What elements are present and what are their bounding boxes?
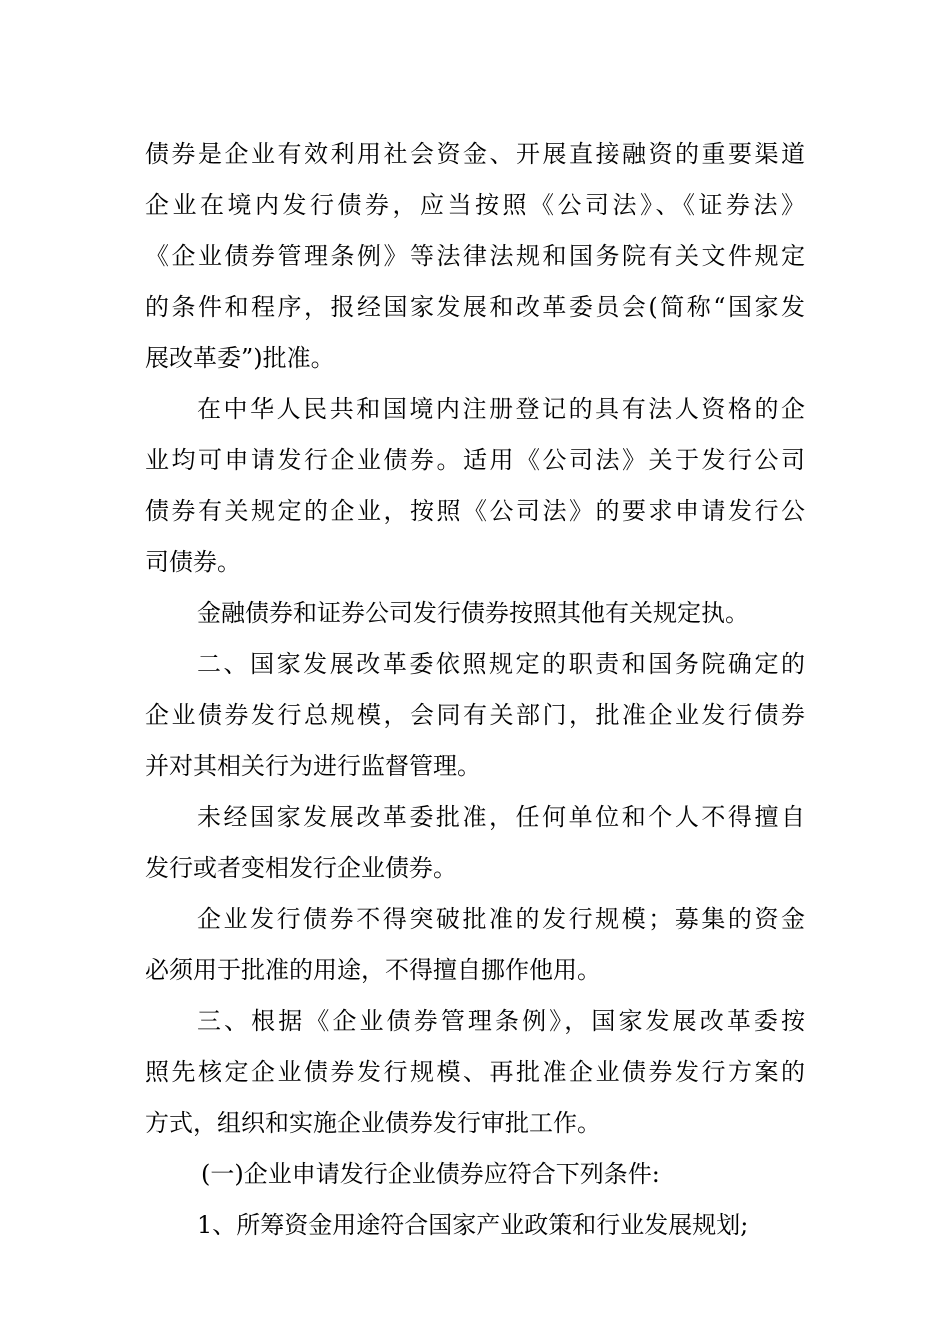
paragraph-line: 企业发行债券不得突破批准的发行规模；募集的资金 bbox=[197, 905, 805, 933]
paragraph-line: 《企业债券管理条例》等法律法规和国务院有关文件规定 bbox=[145, 242, 805, 270]
paragraph-line: 发行或者变相发行企业债券。 bbox=[145, 854, 457, 882]
paragraph-line: (一)企业申请发行企业债券应符合下列条件: bbox=[201, 1160, 660, 1188]
paragraph-line: 债券是企业有效利用社会资金、开展直接融资的重要渠道 bbox=[145, 140, 805, 168]
paragraph-line: 业均可申请发行企业债券。适用《公司法》关于发行公司 bbox=[145, 446, 805, 474]
paragraph-line: 照先核定企业债券发行规模、再批准企业债券发行方案的 bbox=[145, 1058, 805, 1086]
paragraph-line: 债券有关规定的企业，按照《公司法》的要求申请发行公 bbox=[145, 497, 805, 525]
paragraph-line: 金融债券和证券公司发行债券按照其他有关规定执。 bbox=[197, 599, 749, 627]
paragraph-line: 并对其相关行为进行监督管理。 bbox=[145, 752, 481, 780]
paragraph-line: 二、国家发展改革委依照规定的职责和国务院确定的 bbox=[197, 650, 805, 678]
paragraph-line: 司债券。 bbox=[145, 548, 241, 576]
paragraph-line: 必须用于批准的用途，不得擅自挪作他用。 bbox=[145, 956, 601, 984]
paragraph-line: 方式，组织和实施企业债券发行审批工作。 bbox=[145, 1109, 601, 1137]
document-body bbox=[145, 129, 805, 1251]
paragraph-line: 的条件和程序，报经国家发展和改革委员会(简称“国家发 bbox=[145, 293, 805, 321]
paragraph-line: 企业债券发行总规模，会同有关部门，批准企业发行债券 bbox=[145, 701, 805, 729]
paragraph-line: 三、根据《企业债券管理条例》，国家发展改革委按 bbox=[197, 1007, 805, 1035]
paragraph-line: 企业在境内发行债券，应当按照《公司法》、《证券法》 bbox=[145, 191, 805, 219]
paragraph-line: 1、所筹资金用途符合国家产业政策和行业发展规划; bbox=[197, 1211, 749, 1239]
paragraph-line: 未经国家发展改革委批准，任何单位和个人不得擅自 bbox=[197, 803, 805, 831]
paragraph-line: 展改革委”)批准。 bbox=[145, 344, 335, 372]
paragraph-line: 在中华人民共和国境内注册登记的具有法人资格的企 bbox=[197, 395, 805, 423]
